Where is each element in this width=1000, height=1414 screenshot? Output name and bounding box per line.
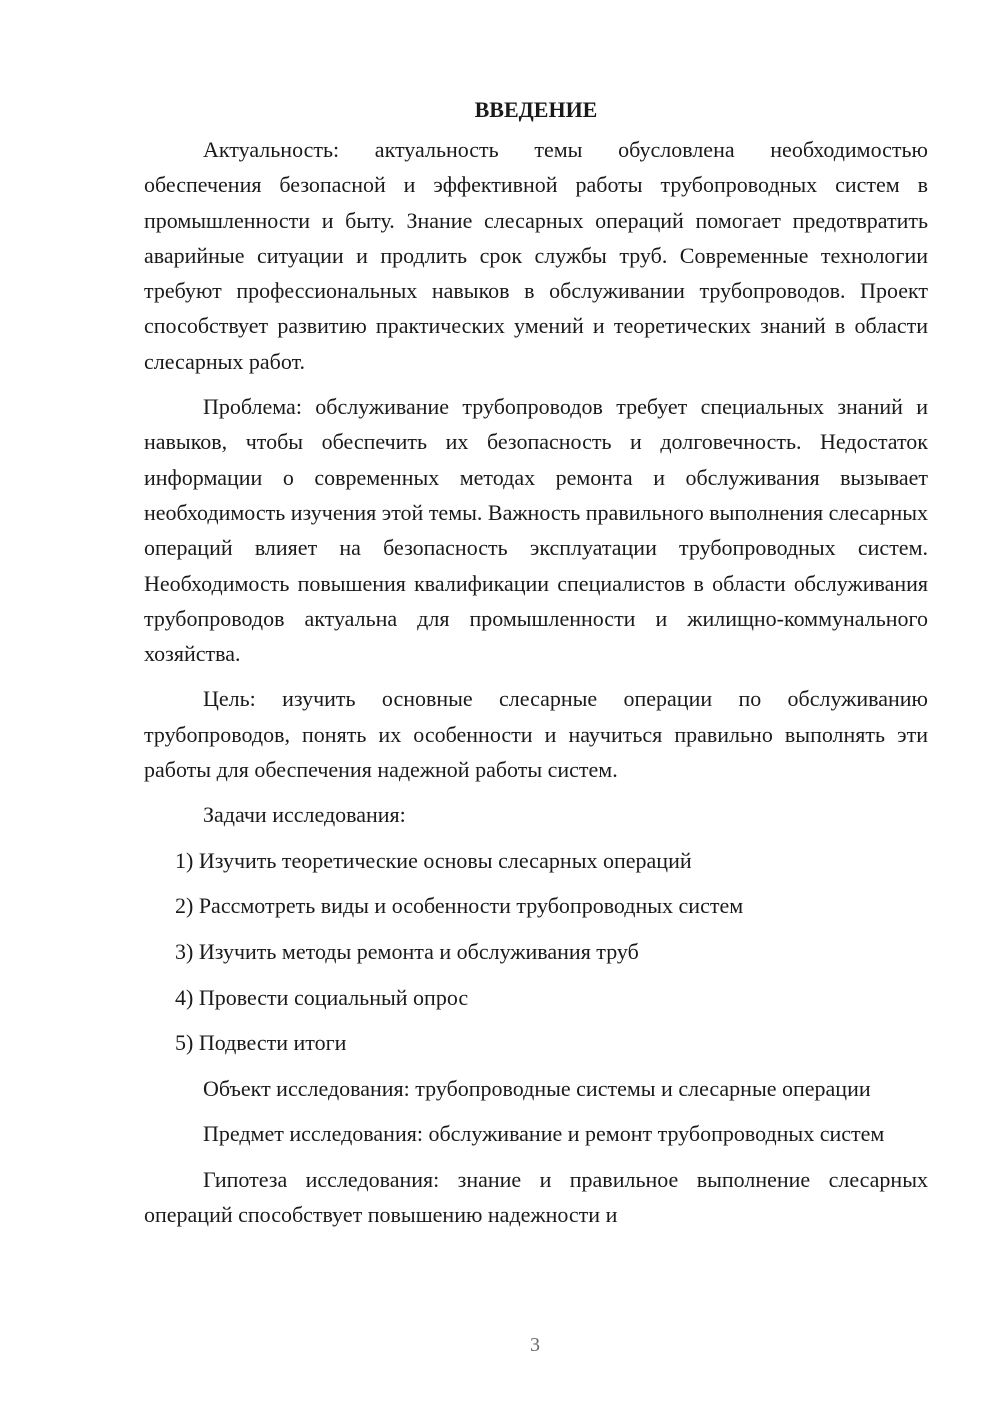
subject-paragraph: Предмет исследования: обслуживание и ремонт трубопроводных систем [203,1121,885,1147]
relevance-paragraph: Актуальность: актуальность темы обусловлена необходимостью обеспечения безопасной и эффективной работы трубопроводных систем в промышленности и быту. Знание слесарных операций помогает предотвратить аварийные ситуации и продлить срок службы труб. Современные технологии требуют профессиональных навыков в обслуживании трубопроводов. Проект способствует развитию практических умений и теоретических знаний в области слесарных работ. [144,137,928,374]
list-item: 3) Изучить методы ремонта и обслуживания труб [175,939,639,965]
problem-paragraph: Проблема: обслуживание трубопроводов требует специальных знаний и навыков, чтобы обеспечить их безопасность и долговечность. Недостаток информации о современных методах ремонта и обслуживания вызывает необходимость изучения этой темы. Важность правильного выполнения слесарных операций влияет на безопасность эксплуатации трубопроводных систем. Необходимость повышения квалификации специалистов в области обслуживания трубопроводов актуальна для промышленности и жилищно-коммунального хозяйства. [144,394,928,667]
list-item: 4) Провести социальный опрос [175,984,469,1010]
list-item: 1) Изучить теоретические основы слесарных операций [175,847,692,873]
list-item: 2) Рассмотреть виды и особенности трубопроводных систем [175,893,744,919]
list-item: 5) Подвести итоги [175,1030,347,1056]
hypothesis-paragraph: Гипотеза исследования: знание и правильное выполнение слесарных операций способствует повышению надежности и [144,1166,928,1227]
goal-paragraph: Цель: изучить основные слесарные операции по обслуживанию трубопроводов, понять их особенности и научиться правильно выполнять эти работы для обеспечения надежной работы систем. [144,686,928,783]
document-page [144,94,928,1232]
object-paragraph: Объект исследования: трубопроводные системы и слесарные операции [203,1076,871,1102]
document-title: ВВЕДЕНИЕ [474,97,598,122]
task-list [144,843,928,1061]
tasks-heading: Задачи исследования: [203,802,406,828]
page-number: 3 [530,1334,540,1356]
